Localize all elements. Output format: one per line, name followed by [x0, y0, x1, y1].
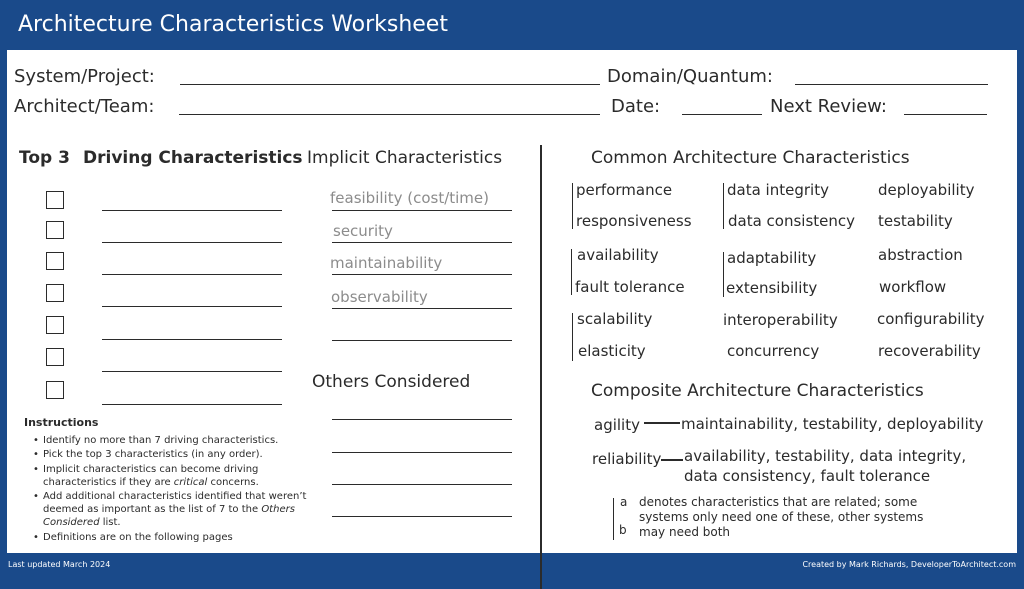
instruction-item: • Definitions are on the following pages: [33, 532, 233, 543]
next-review-field[interactable]: [904, 114, 987, 115]
common-characteristic: interoperability: [723, 311, 838, 329]
related-bracket: [723, 252, 724, 297]
column-divider: [540, 145, 542, 589]
implicit-line: [332, 308, 512, 309]
composite-label: reliability: [592, 450, 662, 468]
driving-characteristic-field[interactable]: [102, 306, 282, 307]
composite-label: agility: [594, 416, 640, 434]
common-characteristic: scalability: [577, 310, 653, 328]
title-bar: [0, 0, 1024, 50]
common-characteristic: concurrency: [727, 342, 820, 360]
related-bracket: [723, 183, 724, 229]
instruction-item: • Pick the top 3 characteristics (in any order).: [33, 449, 263, 460]
others-field[interactable]: [332, 516, 512, 517]
legend-letter: a: [620, 495, 628, 509]
driving-characteristic-field[interactable]: [102, 242, 282, 243]
composite-value: availability, testability, data integrity,: [684, 447, 967, 465]
implicit-field[interactable]: [332, 340, 512, 341]
common-characteristic: adaptability: [727, 249, 817, 267]
common-characteristic: availability: [577, 246, 659, 264]
domain-quantum-field[interactable]: [795, 84, 988, 85]
common-characteristic: extensibility: [726, 279, 818, 297]
top3-checkbox[interactable]: [46, 191, 64, 209]
top3-checkbox[interactable]: [46, 348, 64, 366]
implicit-item: security: [333, 222, 393, 240]
instruction-item: • Implicit characteristics can become driving characteristics if they are critical concerns.: [33, 464, 259, 488]
common-heading: Common Architecture Characteristics: [591, 148, 910, 168]
date-field[interactable]: [682, 114, 762, 115]
top3-checkbox[interactable]: [46, 221, 64, 239]
architect-team-label: Architect/Team:: [14, 96, 155, 117]
others-field[interactable]: [332, 419, 512, 420]
driving-characteristic-field[interactable]: [102, 210, 282, 211]
common-characteristic: configurability: [877, 310, 985, 328]
common-characteristic: data integrity: [727, 181, 829, 199]
driving-heading: Driving Characteristics: [83, 148, 303, 168]
top3-checkbox[interactable]: [46, 381, 64, 399]
legend-letter: b: [619, 523, 627, 537]
implicit-item: observability: [331, 288, 428, 306]
common-characteristic: recoverability: [878, 342, 981, 360]
driving-characteristic-field[interactable]: [102, 274, 282, 275]
top3-checkbox[interactable]: [46, 316, 64, 334]
common-characteristic: data consistency: [728, 212, 856, 230]
implicit-line: [332, 210, 512, 211]
driving-characteristic-field[interactable]: [102, 404, 282, 405]
date-label: Date:: [611, 96, 661, 117]
top3-checkbox[interactable]: [46, 284, 64, 302]
related-bracket: [571, 249, 572, 295]
common-characteristic: testability: [878, 212, 953, 230]
composite-value: data consistency, fault tolerance: [684, 467, 931, 485]
common-characteristic: fault tolerance: [575, 278, 685, 296]
architect-team-field[interactable]: [179, 114, 600, 115]
common-characteristic: performance: [576, 181, 673, 199]
others-heading: Others Considered: [312, 372, 471, 392]
common-characteristic: responsiveness: [576, 212, 692, 230]
domain-quantum-label: Domain/Quantum:: [607, 66, 773, 87]
top3-checkbox[interactable]: [46, 252, 64, 270]
system-project-label: System/Project:: [14, 66, 155, 87]
implicit-item: maintainability: [330, 254, 443, 272]
next-review-label: Next Review:: [770, 96, 887, 117]
common-characteristic: abstraction: [878, 246, 963, 264]
legend-text: denotes characteristics that are related; some systems only need one of these, other systems may need both: [639, 495, 924, 539]
implicit-heading: Implicit Characteristics: [307, 148, 503, 168]
instruction-item: • Add additional characteristics identified that weren’t deemed as important as the list of 7 to the Others Considered list.: [33, 491, 307, 528]
related-bracket: [572, 313, 573, 361]
common-characteristic: deployability: [878, 181, 975, 199]
system-project-field[interactable]: [180, 84, 600, 85]
composite-value: maintainability, testability, deployability: [681, 415, 984, 433]
footer-credit: Created by Mark Richards, DeveloperToArchitect.com: [802, 560, 1016, 569]
others-field[interactable]: [332, 452, 512, 453]
top3-heading: Top 3: [19, 148, 70, 168]
worksheet: [7, 50, 1017, 553]
page-title: Architecture Characteristics Worksheet: [18, 12, 448, 37]
driving-characteristic-field[interactable]: [102, 371, 282, 372]
instructions-title: Instructions: [24, 416, 99, 429]
composite-connector: [644, 419, 684, 427]
footer-updated: Last updated March 2024: [8, 560, 111, 569]
composite-heading: Composite Architecture Characteristics: [591, 381, 924, 401]
implicit-item: feasibility (cost/time): [330, 189, 490, 207]
common-characteristic: workflow: [879, 278, 947, 296]
related-bracket: [572, 183, 573, 229]
driving-characteristic-field[interactable]: [102, 339, 282, 340]
instruction-item: • Identify no more than 7 driving characteristics.: [33, 435, 279, 446]
implicit-line: [332, 274, 512, 275]
common-characteristic: elasticity: [578, 342, 646, 360]
implicit-line: [332, 242, 512, 243]
others-field[interactable]: [332, 484, 512, 485]
legend-bracket: [613, 498, 614, 540]
